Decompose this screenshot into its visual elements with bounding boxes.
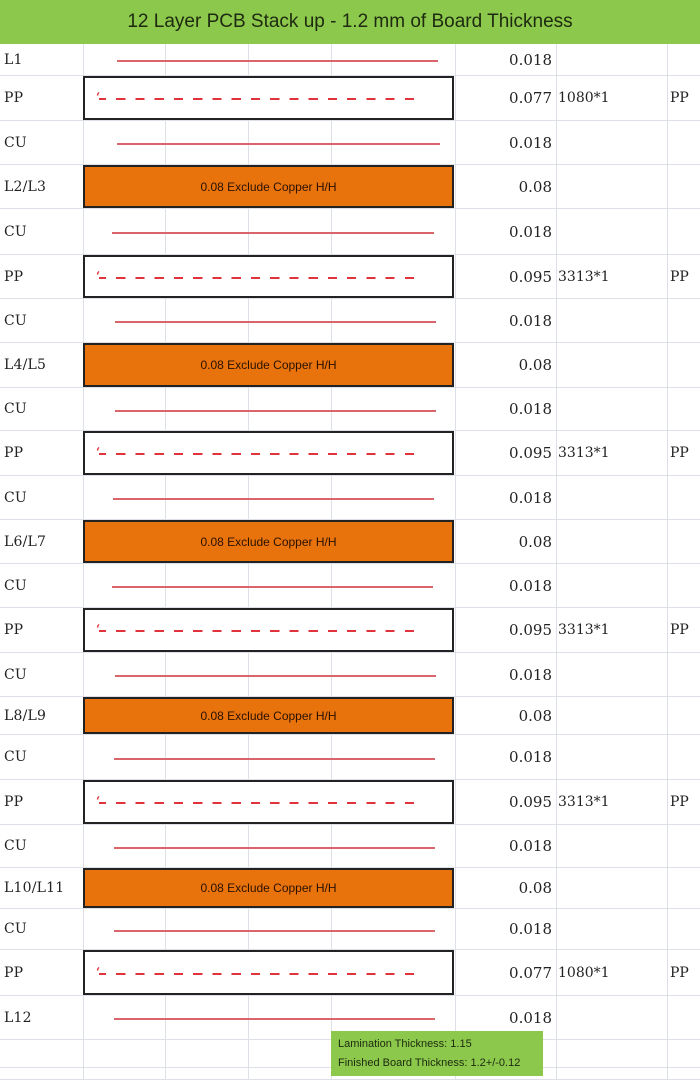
layer-label: CU [4,312,27,329]
layer-material: 3313*1 [558,794,610,810]
stackup-row-core [0,868,700,909]
layer-thickness: 0.018 [509,222,552,241]
stackup-row-pp [0,780,700,825]
thickness-summary [331,1031,543,1076]
stackup-title: 12 Layer PCB Stack up - 1.2 mm of Board Thickness [0,0,700,44]
layer-thickness: 0.077 [509,89,552,107]
core-layer: 0.08 Exclude Copper H/H [83,697,454,734]
stackup-row-pp [0,431,700,476]
layer-label: CU [4,577,27,594]
layer-thickness: 0.018 [509,133,552,152]
stackup-row-core [0,343,700,388]
stackup-row-cu [0,121,700,165]
copper-foil-line [112,586,433,588]
layer-material: 1080*1 [558,90,610,106]
stackup-row-cu [0,653,700,697]
stackup-row-pp [0,608,700,653]
layer-label: CU [4,749,27,765]
layer-thickness: 0.018 [509,1008,552,1027]
layer-thickness: 0.018 [509,748,552,766]
layer-thickness: 0.08 [518,532,552,551]
stackup-row-cu [0,299,700,343]
layer-label: CU [4,838,27,854]
prepreg-layer [83,255,454,298]
stackup-row-cu [0,909,700,950]
layer-label: PP [4,964,24,981]
layer-label: PP [4,622,24,638]
layer-thickness: 0.018 [509,488,552,507]
prepreg-layer [83,431,454,475]
layer-thickness: 0.08 [518,706,552,725]
layer-thickness: 0.018 [509,920,552,938]
layer-type: PP [670,445,689,461]
stackup-row-cu [0,735,700,780]
layer-type: PP [670,622,689,638]
copper-foil-line [114,930,435,932]
stackup-grid [0,44,700,1080]
prepreg-mark-icon: ‘ [96,90,101,104]
layer-type: PP [670,268,689,285]
layer-thickness: 0.018 [509,665,552,684]
layer-label: L2/L3 [4,178,47,195]
copper-foil-line [115,321,436,323]
layer-label: CU [4,489,27,506]
layer-thickness: 0.095 [509,444,552,462]
stackup-row-cu [0,476,700,520]
stackup-row-pp [0,950,700,996]
layer-label: CU [4,134,27,151]
layer-label: CU [4,666,27,683]
core-layer: 0.08 Exclude Copper H/H [83,868,454,908]
copper-foil-line [114,758,435,760]
layer-thickness: 0.095 [509,267,552,286]
layer-label: L6/L7 [4,533,47,550]
prepreg-dashed-line [99,630,417,632]
copper-foil-line [115,675,436,677]
layer-label: L4/L5 [4,357,47,373]
layer-label: L12 [4,1009,32,1026]
layer-type: PP [670,794,689,810]
copper-foil-line [117,143,440,145]
layer-material: 3313*1 [558,622,610,638]
stackup-row-core [0,165,700,209]
layer-thickness: 0.077 [509,963,552,982]
layer-label: PP [4,794,24,810]
layer-label: PP [4,268,24,285]
layer-label: PP [4,90,24,106]
prepreg-layer [83,780,454,824]
layer-material: 1080*1 [558,964,610,981]
finished-board-thickness: Finished Board Thickness: 1.2+/-0.12 [338,1056,521,1069]
layer-material: 3313*1 [558,445,610,461]
stackup-row-pp [0,255,700,299]
prepreg-layer [83,608,454,652]
layer-type: PP [670,90,689,106]
layer-thickness: 0.018 [509,837,552,855]
prepreg-mark-icon: ‘ [96,622,101,636]
layer-thickness: 0.08 [518,177,552,196]
layer-thickness: 0.018 [509,311,552,330]
layer-thickness: 0.095 [509,793,552,811]
layer-thickness: 0.018 [509,50,552,69]
layer-thickness: 0.08 [518,879,552,897]
layer-thickness: 0.08 [518,356,552,374]
prepreg-dashed-line [99,277,417,279]
core-layer: 0.08 Exclude Copper H/H [83,343,454,387]
stackup-row-pp [0,76,700,121]
layer-thickness: 0.018 [509,576,552,595]
prepreg-dashed-line [99,973,417,975]
prepreg-dashed-line [99,98,417,100]
layer-label: L10/L11 [4,880,65,896]
stackup-row-core [0,697,700,735]
copper-foil-line [117,60,438,62]
copper-foil-line [115,410,436,412]
layer-type: PP [670,964,689,981]
layer-thickness: 0.095 [509,621,552,639]
prepreg-mark-icon: ‘ [96,445,101,459]
prepreg-dashed-line [99,802,417,804]
layer-label: L1 [4,51,23,68]
core-layer: 0.08 Exclude Copper H/H [83,520,454,563]
stackup-row-cu [0,44,700,76]
stackup-row-cu [0,209,700,255]
prepreg-dashed-line [99,453,417,455]
core-layer: 0.08 Exclude Copper H/H [83,165,454,208]
stackup-row-cu [0,825,700,868]
layer-thickness: 0.018 [509,400,552,418]
layer-label: CU [4,921,27,937]
prepreg-mark-icon: ‘ [96,794,101,808]
copper-foil-line [114,847,435,849]
prepreg-layer [83,76,454,120]
prepreg-mark-icon: ‘ [96,268,101,283]
layer-label: CU [4,401,27,417]
stackup-row-core [0,520,700,564]
copper-foil-line [113,498,434,500]
layer-label: L8/L9 [4,707,47,724]
layer-material: 3313*1 [558,268,610,285]
stackup-row-cu [0,388,700,431]
lamination-thickness: Lamination Thickness: 1.15 [338,1038,472,1051]
layer-label: CU [4,223,27,240]
layer-label: PP [4,445,24,461]
prepreg-layer [83,950,454,995]
prepreg-mark-icon: ‘ [96,964,101,979]
copper-foil-line [114,1018,435,1020]
copper-foil-line [112,232,434,234]
stackup-row-cu [0,564,700,608]
